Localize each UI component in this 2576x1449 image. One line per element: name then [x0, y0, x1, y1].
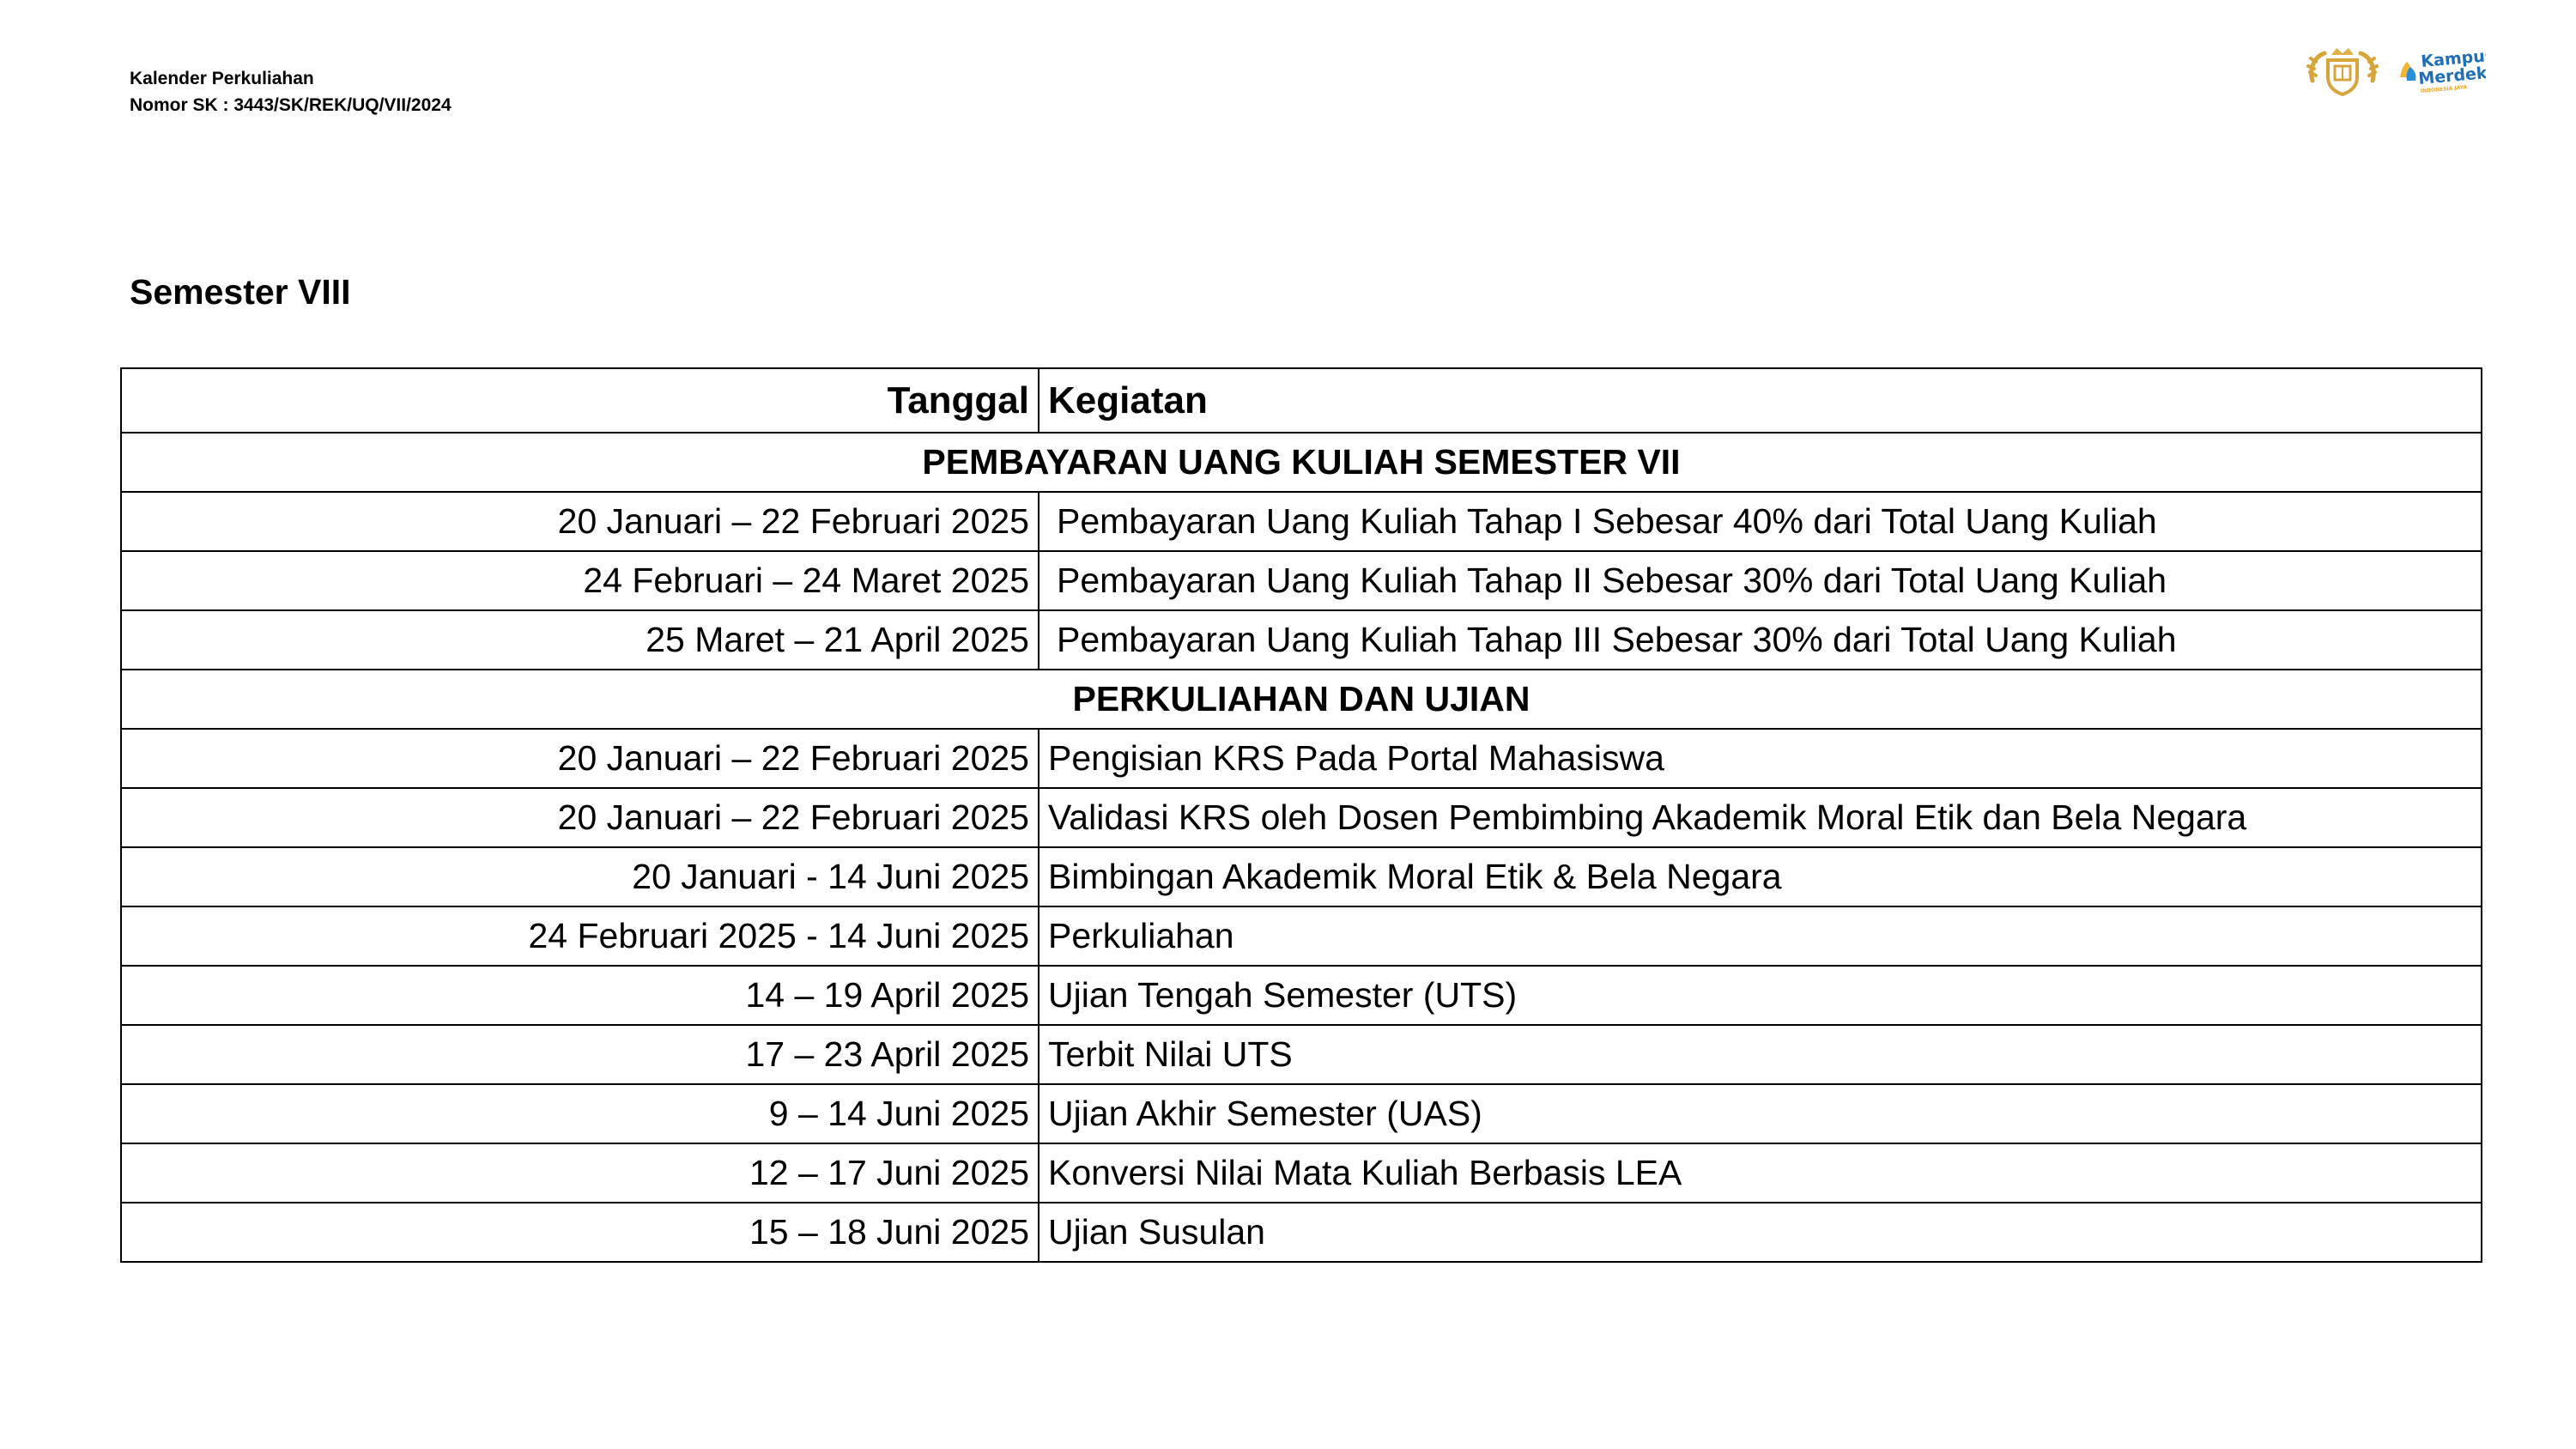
- row-date: 20 Januari – 22 Februari 2025: [121, 729, 1039, 788]
- row-activity: Validasi KRS oleh Dosen Pembimbing Akademik Moral Etik dan Bela Negara: [1039, 788, 2482, 847]
- row-activity: Pembayaran Uang Kuliah Tahap I Sebesar 40% dari Total Uang Kuliah: [1039, 492, 2482, 551]
- table-row: [121, 1203, 2482, 1262]
- logo-group: [2306, 43, 2486, 100]
- row-date: 12 – 17 Juni 2025: [121, 1143, 1039, 1203]
- university-crest-logo: [2308, 48, 2377, 94]
- row-activity: Konversi Nilai Mata Kuliah Berbasis LEA: [1039, 1143, 2482, 1203]
- row-date: 24 Februari 2025 - 14 Juni 2025: [121, 906, 1039, 966]
- merdeka-text: Merdeka: [2417, 62, 2486, 88]
- column-header-activity: Kegiatan: [1039, 368, 2482, 433]
- column-header-date: Tanggal: [121, 368, 1039, 433]
- table-row: [121, 492, 2482, 551]
- row-date: 15 – 18 Juni 2025: [121, 1203, 1039, 1262]
- sk-number: Nomor SK : 3443/SK/REK/UQ/VII/2024: [130, 95, 452, 115]
- row-activity: Ujian Tengah Semester (UTS): [1039, 966, 2482, 1025]
- row-date: 24 Februari – 24 Maret 2025: [121, 551, 1039, 610]
- kampus-merdeka-tagline: INDONESIA JAYA: [2420, 84, 2468, 94]
- row-date: 25 Maret – 21 April 2025: [121, 610, 1039, 670]
- table-row: [121, 729, 2482, 788]
- row-activity: Ujian Akhir Semester (UAS): [1039, 1084, 2482, 1143]
- kampus-text: Kampus: [2420, 45, 2486, 71]
- section-row-lectures: [121, 670, 2482, 729]
- section-row-payment: [121, 433, 2482, 492]
- row-date: 20 Januari – 22 Februari 2025: [121, 492, 1039, 551]
- row-activity: Pembayaran Uang Kuliah Tahap III Sebesar 30% dari Total Uang Kuliah: [1039, 610, 2482, 670]
- row-activity: Pengisian KRS Pada Portal Mahasiswa: [1039, 729, 2482, 788]
- row-activity: Ujian Susulan: [1039, 1203, 2482, 1262]
- academic-calendar-table: [120, 367, 2482, 1263]
- row-date: 17 – 23 April 2025: [121, 1025, 1039, 1084]
- row-activity: Pembayaran Uang Kuliah Tahap II Sebesar 30% dari Total Uang Kuliah: [1039, 551, 2482, 610]
- table-row: [121, 966, 2482, 1025]
- section-heading-lectures: PERKULIAHAN DAN UJIAN: [121, 670, 2482, 729]
- logos-svg: [2306, 43, 2486, 100]
- document-header: [130, 65, 452, 118]
- row-activity: Perkuliahan: [1039, 906, 2482, 966]
- document-title: Kalender Perkuliahan: [130, 69, 314, 88]
- table-row: [121, 788, 2482, 847]
- row-date: 20 Januari - 14 Juni 2025: [121, 847, 1039, 906]
- table-row: [121, 906, 2482, 966]
- row-activity: Terbit Nilai UTS: [1039, 1025, 2482, 1084]
- table-row: [121, 610, 2482, 670]
- kampus-merdeka-logo: [2400, 46, 2486, 94]
- table-row: [121, 551, 2482, 610]
- table-row: [121, 847, 2482, 906]
- row-date: 9 – 14 Juni 2025: [121, 1084, 1039, 1143]
- table-row: [121, 1143, 2482, 1203]
- table-row: [121, 1084, 2482, 1143]
- section-heading-payment: PEMBAYARAN UANG KULIAH SEMESTER VII: [121, 433, 2482, 492]
- table-header-row: [121, 368, 2482, 433]
- table-row: [121, 1025, 2482, 1084]
- semester-title: Semester VIII: [130, 272, 351, 312]
- row-date: 20 Januari – 22 Februari 2025: [121, 788, 1039, 847]
- row-activity: Bimbingan Akademik Moral Etik & Bela Negara: [1039, 847, 2482, 906]
- row-date: 14 – 19 April 2025: [121, 966, 1039, 1025]
